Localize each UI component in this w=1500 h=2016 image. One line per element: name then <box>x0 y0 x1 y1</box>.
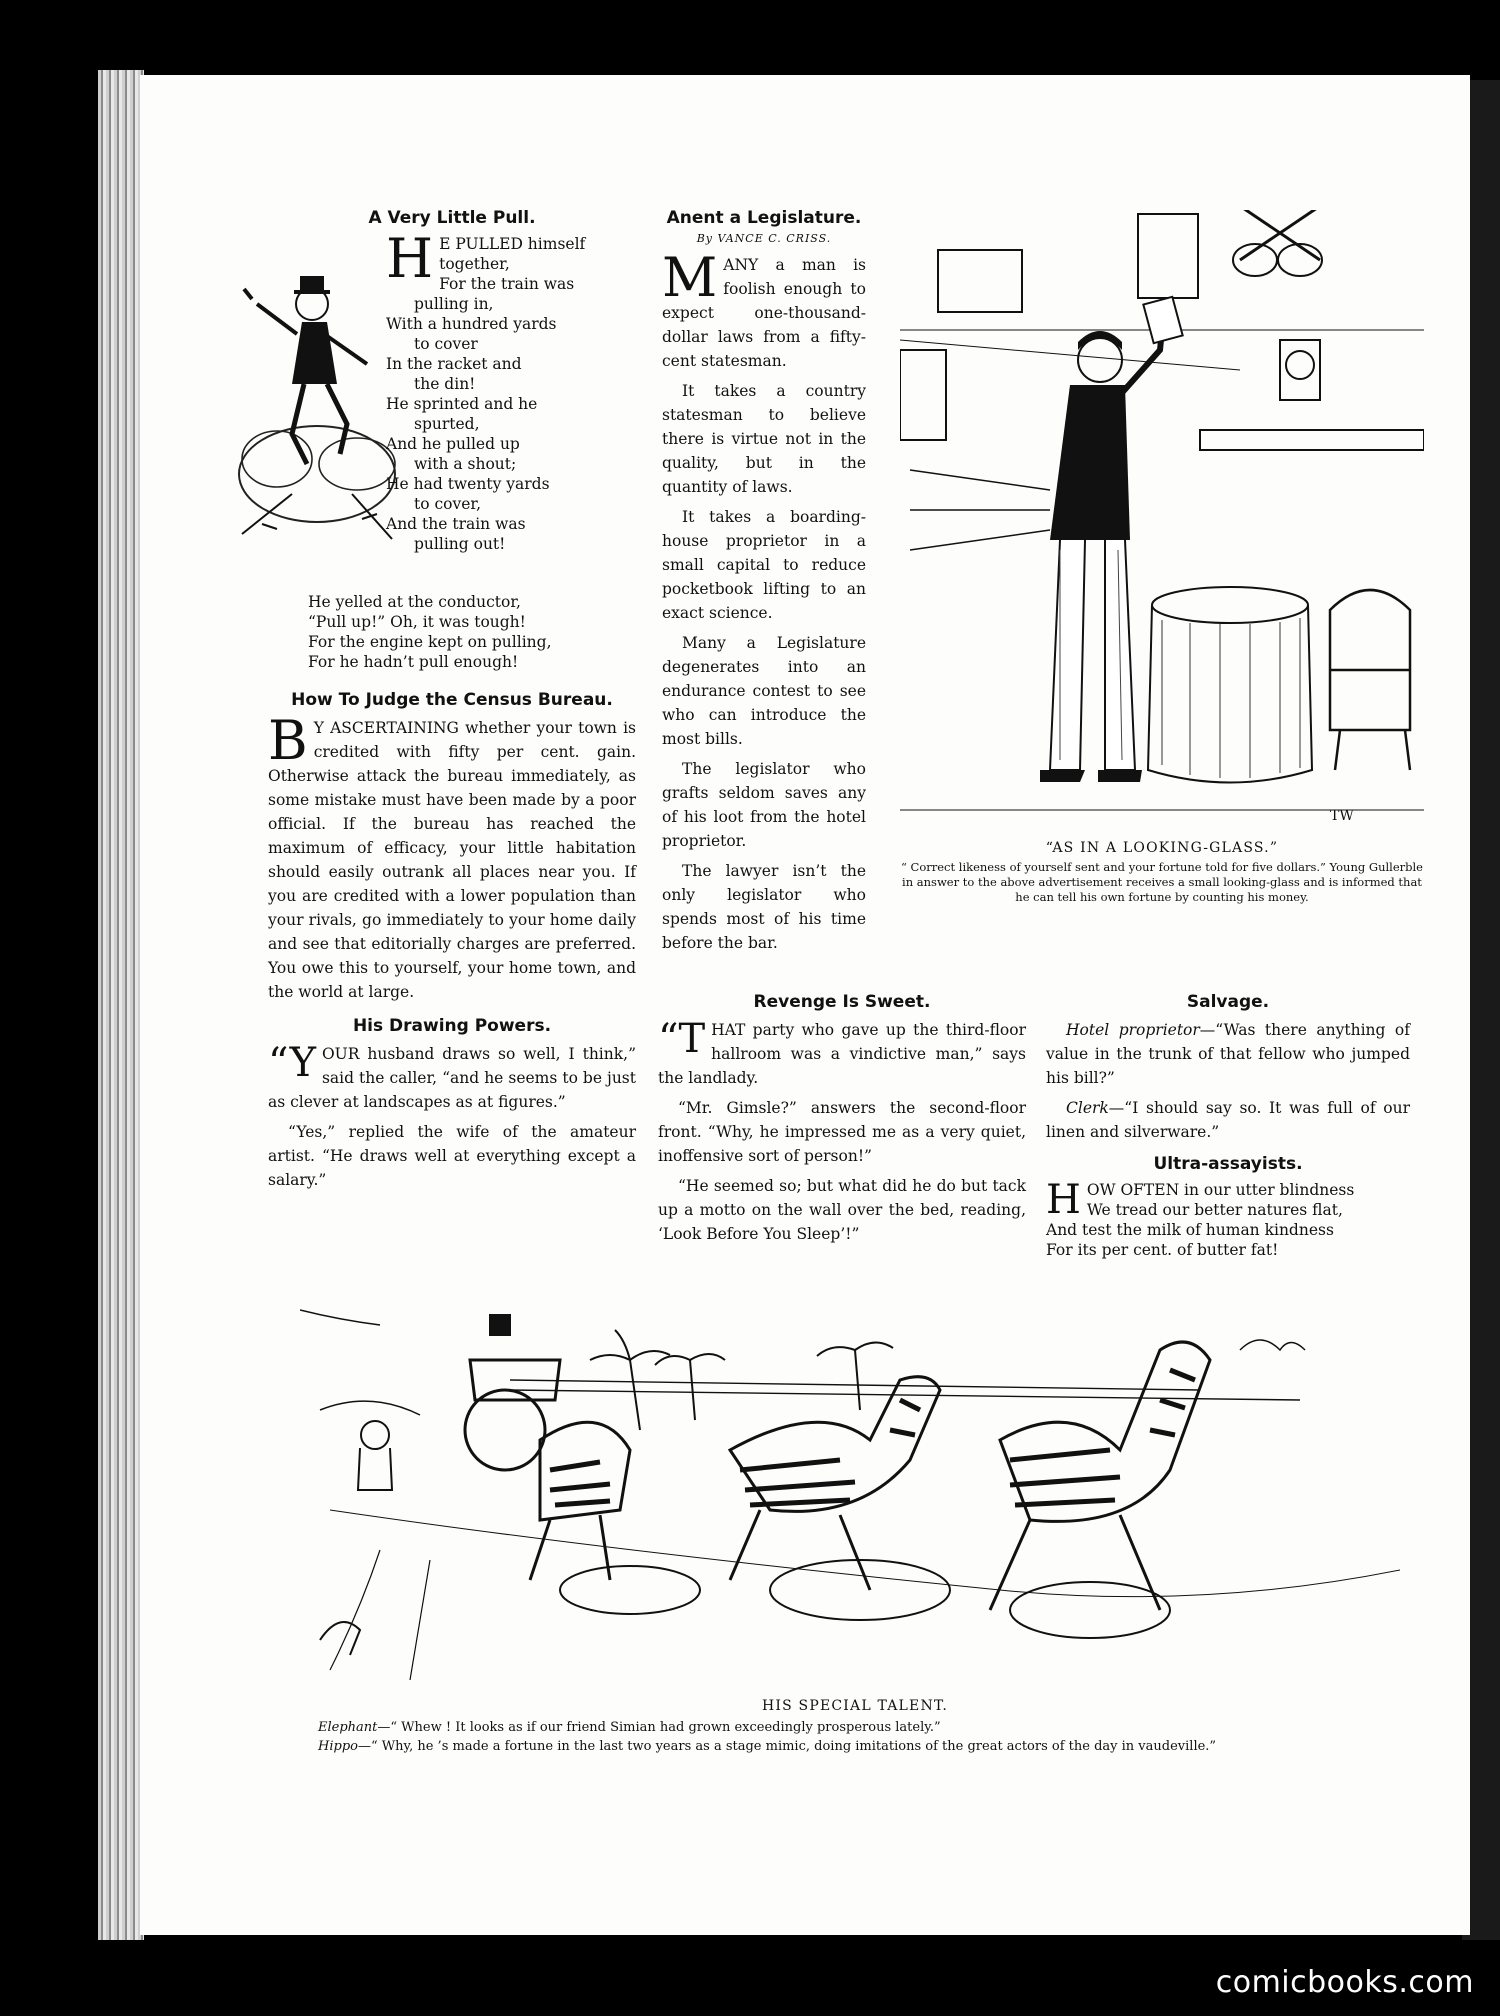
drop-cap-m: M <box>662 246 718 309</box>
article-body-drawing: “YOUR husband draws so well, I think,” said the caller, “and he seems to be just as clever at landscapes as at figures.” <box>268 1040 636 1111</box>
paragraph-revenge-2: “Mr. Gimsle?” answers the second-floor front. “Why, he impressed me as a very quiet, inoffensive sort of person!” <box>658 1099 1026 1165</box>
article-title-salvage: Salvage. <box>1186 992 1270 1012</box>
illustration-drawing-looking-glass <box>900 210 1424 830</box>
poem-title-ultra: Ultra-assayists. <box>1153 1154 1303 1174</box>
caption-line-hippo: Hippo—“ Why, he ’s made a fortune in the last two years as a stage mimic, doing imitations of the great actors of the day in vaudeville.” <box>318 1739 1217 1754</box>
poem-ending-pull <box>308 592 636 672</box>
caption-looking-glass: “ Correct likeness of yourself sent and your fortune told for five dollars.” Young Gullerble in answer to the above advertisement receives a small looking-glass and is informed that he can tell his own fortune by counting his money. <box>901 860 1423 904</box>
illustration-looking-glass <box>900 210 1424 905</box>
poem-line: pulling out! <box>414 535 506 553</box>
poem-line: For the train was <box>439 275 575 293</box>
poem-line: And the train was <box>386 515 526 533</box>
poem-line: In the racket and <box>386 355 522 373</box>
caption-line-elephant: Elephant—“ Whew ! It looks as if our friend Simian had grown exceedingly prosperous lately.” <box>318 1720 941 1735</box>
poem-line: “Pull up!” Oh, it was tough! <box>308 613 526 631</box>
column-1 <box>268 208 636 1198</box>
illustration-drawing-zebras <box>300 1290 1410 1690</box>
drop-cap-y: “Y <box>268 1040 316 1086</box>
cartoon-running-man <box>232 254 402 554</box>
paragraph-legislature-2: It takes a country statesman to believe there is virtue not in the quality, but in the quantity of laws. <box>662 382 866 496</box>
column-2 <box>662 208 866 961</box>
illustration-special-talent <box>300 1290 1410 1756</box>
poem-line: to cover, <box>414 495 482 513</box>
paragraph-salvage-2: Clerk—“I should say so. It was full of our linen and silverware.” <box>1046 1099 1410 1141</box>
poem-line: He sprinted and he <box>386 395 538 413</box>
poem-lines-ultra <box>1046 1177 1410 1260</box>
article-body-census: B Y ASCERTAINING whether your town is credited with fifty per cent. gain. Otherwise attack the bureau immediately, as some mistake must have been made by a poor official. If the bureau has reached the maximum of efficacy, your little habitation should easily outrank all places near you. If you are credited with a lower population than your rivals, go immediately to your home daily and see that editorially charges are preferred. You owe this to yourself, your home town, and the world at large. <box>268 709 636 1001</box>
poem-line: He had twenty yards <box>386 475 550 493</box>
caption-title-looking-glass: “AS IN A LOOKING-GLASS.” <box>1045 840 1279 856</box>
paragraph-legislature-4: Many a Legislature degenerates into an endurance contest to see who can introduce the most bills. <box>662 634 866 748</box>
drop-cap-b: B <box>268 709 308 772</box>
article-revenge <box>658 992 1026 1252</box>
poem-ultra <box>1046 1177 1410 1260</box>
poem-line: For its per cent. of butter fat! <box>1046 1241 1279 1259</box>
paragraph-revenge-1: “THAT party who gave up the third-floor hallroom was a vindictive man,” says the landlady. <box>658 1016 1026 1087</box>
poem-line: spurted, <box>414 415 480 433</box>
poem-line: For he hadn’t pull enough! <box>308 653 519 671</box>
poem-line: the din! <box>414 375 476 393</box>
poem-line: with a shout; <box>414 455 517 473</box>
poem-line: With a hundred yards <box>386 315 557 333</box>
poem-line: together, <box>439 255 510 273</box>
byline: By VANCE C. CRISS. <box>696 232 832 245</box>
column-salvage <box>1046 992 1410 1260</box>
paragraph-legislature-1: MANY a man is foolish enough to expect one-thousand-dollar laws from a fifty-cent statesman. <box>662 246 866 370</box>
article-title-census: How To Judge the Census Bureau. <box>291 690 613 710</box>
drop-cap-t: “T <box>658 1016 706 1062</box>
paragraph-legislature-6: The lawyer isn’t the only legislator who spends most of his time before the bar. <box>662 862 866 952</box>
article-title-revenge: Revenge Is Sweet. <box>753 992 931 1012</box>
poem-title-pull: A Very Little Pull. <box>368 208 536 228</box>
paragraph-legislature-5: The legislator who grafts seldom saves any of his loot from the hotel proprietor. <box>662 760 866 850</box>
poem-line: to cover <box>414 335 478 353</box>
poem-line: He yelled at the conductor, <box>308 593 521 611</box>
poem-line: And he pulled up <box>386 435 520 453</box>
article-title-legislature: Anent a Legislature. <box>666 208 862 228</box>
caption-title-special-talent: HIS SPECIAL TALENT. <box>761 1698 949 1714</box>
drop-cap-h: H <box>386 227 434 290</box>
article-title-drawing: His Drawing Powers. <box>352 1016 552 1036</box>
poem-line: We tread our better natures flat, <box>1086 1201 1343 1219</box>
article-paragraph-drawing-2: “Yes,” replied the wife of the amateur artist. “He draws well at everything except a salary.” <box>268 1123 636 1189</box>
poem-line: For the engine kept on pulling, <box>308 633 552 651</box>
paragraph-revenge-3: “He seemed so; but what did he do but tack up a motto on the wall over the bed, reading, ‘Look Before You Sleep’!” <box>658 1177 1026 1243</box>
book-page-edges <box>98 70 144 1940</box>
paragraph-salvage-1: Hotel proprietor—“Was there anything of value in the trunk of that fellow who jumped his bill?” <box>1046 1021 1410 1087</box>
drop-cap-h-2: H <box>1046 1177 1081 1223</box>
poem-line: pulling in, <box>414 295 494 313</box>
paragraph-legislature-3: It takes a boarding-house proprietor in a small capital to reduce pocketbook lifting to an exact science. <box>662 508 866 622</box>
poem-line: OW OFTEN in our utter blindness <box>1086 1181 1355 1199</box>
poem-line: And test the milk of human kindness <box>1046 1221 1334 1239</box>
watermark-text: comicbooks.com <box>1215 1965 1474 2000</box>
artist-signature-tw: TW <box>1330 808 1354 824</box>
poem-line: E PULLED himself <box>439 235 586 253</box>
